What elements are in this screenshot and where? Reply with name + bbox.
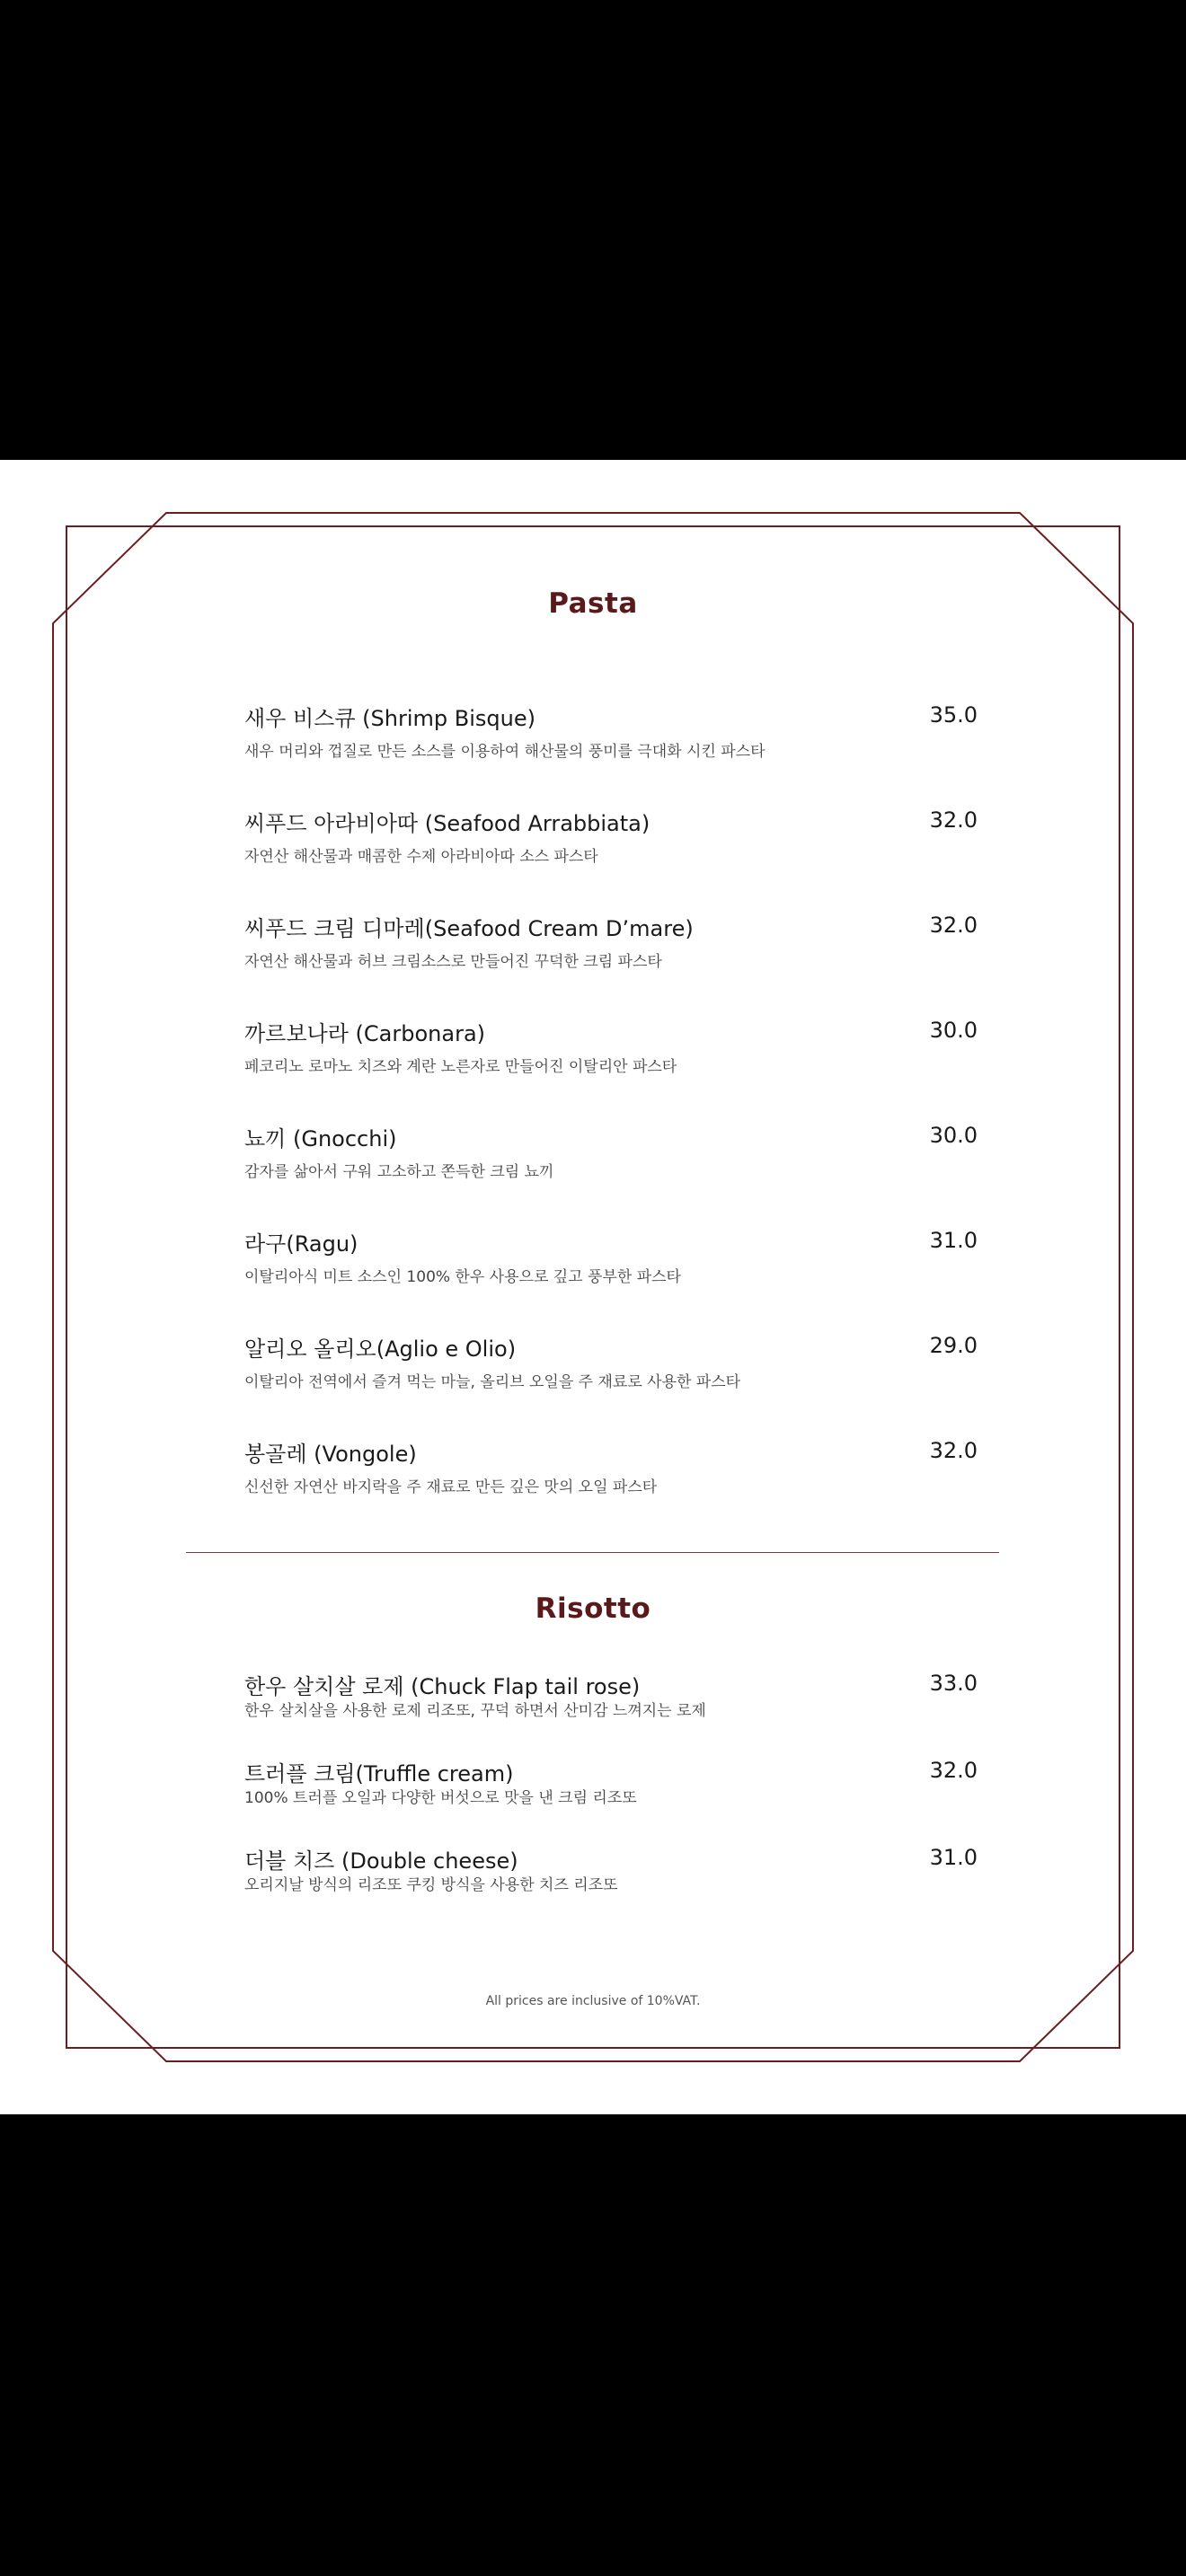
- item-description: 페코리노 로마노 치즈와 계란 노른자로 만들어진 이탈리안 파스타: [244, 1058, 677, 1076]
- item-name: 더블 치즈 (Double cheese): [244, 1848, 518, 1874]
- item-price: 32.0: [929, 1758, 978, 1783]
- decorative-frame: [0, 460, 1186, 2114]
- item-price: 32.0: [929, 807, 978, 833]
- item-description: 신선한 자연산 바지락을 주 재료로 만든 깊은 맛의 오일 파스타: [244, 1478, 658, 1496]
- item-name: 라구(Ragu): [244, 1231, 358, 1257]
- item-name: 뇨끼 (Gnocchi): [244, 1126, 397, 1151]
- item-name: 새우 비스큐 (Shrimp Bisque): [244, 706, 535, 731]
- item-price: 33.0: [929, 1671, 978, 1696]
- item-description: 이탈리아식 미트 소스인 100% 한우 사용으로 깊고 풍부한 파스타: [244, 1268, 681, 1286]
- item-price: 31.0: [929, 1845, 978, 1870]
- item-description: 이탈리아 전역에서 즐겨 먹는 마늘, 올리브 오일을 주 재료로 사용한 파스타: [244, 1373, 741, 1391]
- item-price: 32.0: [929, 913, 978, 938]
- item-price: 30.0: [929, 1018, 978, 1043]
- item-name: 알리오 올리오(Aglio e Olio): [244, 1337, 517, 1362]
- item-description: 한우 살치살을 사용한 로제 리조또, 꾸덕 하면서 산미감 느껴지는 로제: [244, 1702, 706, 1720]
- item-description: 새우 머리와 껍질로 만든 소스를 이용하여 해산물의 풍미를 극대화 시킨 파스타: [244, 743, 766, 761]
- item-name: 트러플 크림(Truffle cream): [244, 1761, 514, 1786]
- item-price: 31.0: [929, 1228, 978, 1253]
- item-price: 30.0: [929, 1123, 978, 1148]
- item-description: 감자를 삶아서 구워 고소하고 쫀득한 크림 뇨끼: [244, 1163, 554, 1181]
- item-price: 35.0: [929, 702, 978, 728]
- risotto-section-title: Risotto: [535, 1592, 651, 1625]
- pasta-section-title: Pasta: [548, 587, 638, 620]
- item-price: 32.0: [929, 1438, 978, 1463]
- item-name: 까르보나라 (Carbonara): [244, 1021, 486, 1046]
- item-description: 오리지날 방식의 리조또 쿠킹 방식을 사용한 치즈 리조또: [244, 1876, 618, 1894]
- section-divider: [186, 1552, 999, 1553]
- item-description: 자연산 해산물과 매콤한 수제 아라비아따 소스 파스타: [244, 848, 598, 866]
- vat-footnote: All prices are inclusive of 10%VAT.: [485, 1994, 701, 2008]
- item-name: 봉골레 (Vongole): [244, 1442, 417, 1467]
- item-name: 씨푸드 크림 디마레(Seafood Cream D’mare): [244, 916, 694, 941]
- item-name: 씨푸드 아라비아따 (Seafood Arrabbiata): [244, 811, 651, 836]
- item-description: 100% 트러플 오일과 다양한 버섯으로 맛을 낸 크림 리조또: [244, 1789, 637, 1807]
- item-price: 29.0: [929, 1333, 978, 1358]
- menu-page: [0, 460, 1186, 2114]
- item-description: 자연산 해산물과 허브 크림소스로 만들어진 꾸덕한 크림 파스타: [244, 953, 662, 971]
- item-name: 한우 살치살 로제 (Chuck Flap tail rose): [244, 1674, 641, 1699]
